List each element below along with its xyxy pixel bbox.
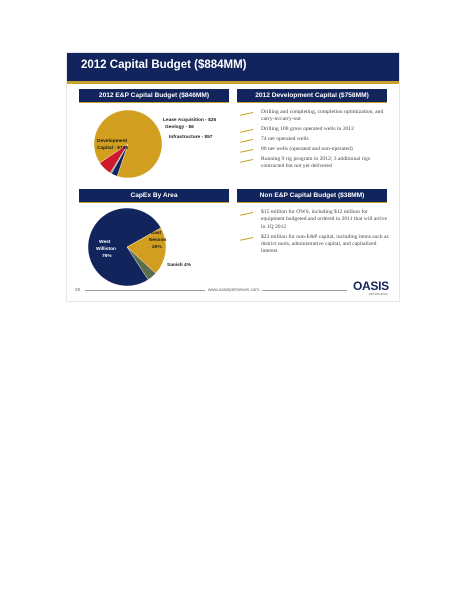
- bullet-text: 74 net operated wells: [261, 136, 309, 142]
- pie-label-geology: Geology - $6: [165, 125, 194, 130]
- non-ep-bullets: [239, 209, 389, 258]
- bullet-text: $23 million for non-E&P capital, including items such as district tools, administrative capital, and capitalized interest: [261, 233, 389, 255]
- arrow-icon: [240, 159, 253, 161]
- dev-capital-header: 2012 Development Capital ($758MM): [237, 89, 387, 103]
- arrow-icon: [240, 112, 253, 114]
- capex-area-header: CapEx By Area: [79, 189, 229, 203]
- logo-subtext: PETROLEUM: [369, 292, 388, 296]
- pie-label-development-2: Capital - $758: [97, 146, 128, 151]
- pie-label-infrastructure: Infrastructure - $57: [169, 135, 213, 140]
- pie-label-east-1: East: [151, 231, 162, 236]
- title-bar: [67, 53, 399, 84]
- pie-label-lease: Lease Acquisition - $25: [163, 118, 217, 123]
- page-number: 29: [75, 287, 81, 292]
- bullet-text: Drilling and completing, completion optimization, and carry-in/carry-out: [261, 109, 384, 123]
- dev-capital-bullets: [239, 109, 389, 173]
- pie-label-west-2: Williston: [96, 247, 116, 252]
- bullet-item: [239, 234, 389, 256]
- bullet-item: [239, 209, 389, 231]
- arrow-icon: [240, 212, 253, 214]
- arrow-icon: [240, 139, 253, 141]
- pie-label-east-3: 20%: [152, 245, 162, 250]
- pie-label-sanish: Sanish 4%: [167, 263, 191, 268]
- bullet-item: [239, 109, 389, 124]
- bullet-item: [239, 156, 389, 171]
- arrow-icon: [240, 129, 253, 131]
- non-ep-header: Non E&P Capital Budget ($38MM): [237, 189, 387, 203]
- bullet-item: [239, 136, 389, 143]
- bullet-text: $15 million for OWS, including $12 million for equipment budgeted and ordered in 2011 that will arrive in 1Q 2012: [261, 209, 387, 230]
- website-link[interactable]: www.oasispetroleum.com: [205, 287, 262, 292]
- ep-budget-pie-chart: [93, 109, 163, 179]
- pie-label-east-2: Nesson: [149, 238, 167, 243]
- arrow-icon: [240, 149, 253, 151]
- bullet-item: [239, 146, 389, 153]
- bullet-text: 80 net wells (operated and non-operated): [261, 145, 353, 152]
- pie-label-development-1: Development: [97, 139, 128, 144]
- slide: [66, 52, 400, 302]
- bullet-text: Drilling 108 gross operated wells in 2012: [261, 126, 354, 133]
- logo-text: OASIS: [353, 279, 389, 293]
- pie-label-west-3: 76%: [102, 254, 112, 259]
- ep-budget-header: 2012 E&P Capital Budget ($846MM): [79, 89, 229, 103]
- arrow-icon: [240, 237, 253, 239]
- bullet-text: Running 9 rig program in 2012; 3 additional rigs contracted but not yet delivered: [261, 155, 371, 169]
- bullet-item: [239, 126, 389, 133]
- slide-title: 2012 Capital Budget ($884MM): [81, 59, 247, 71]
- pie-label-west-1: West: [99, 240, 111, 245]
- oasis-logo: [353, 279, 395, 297]
